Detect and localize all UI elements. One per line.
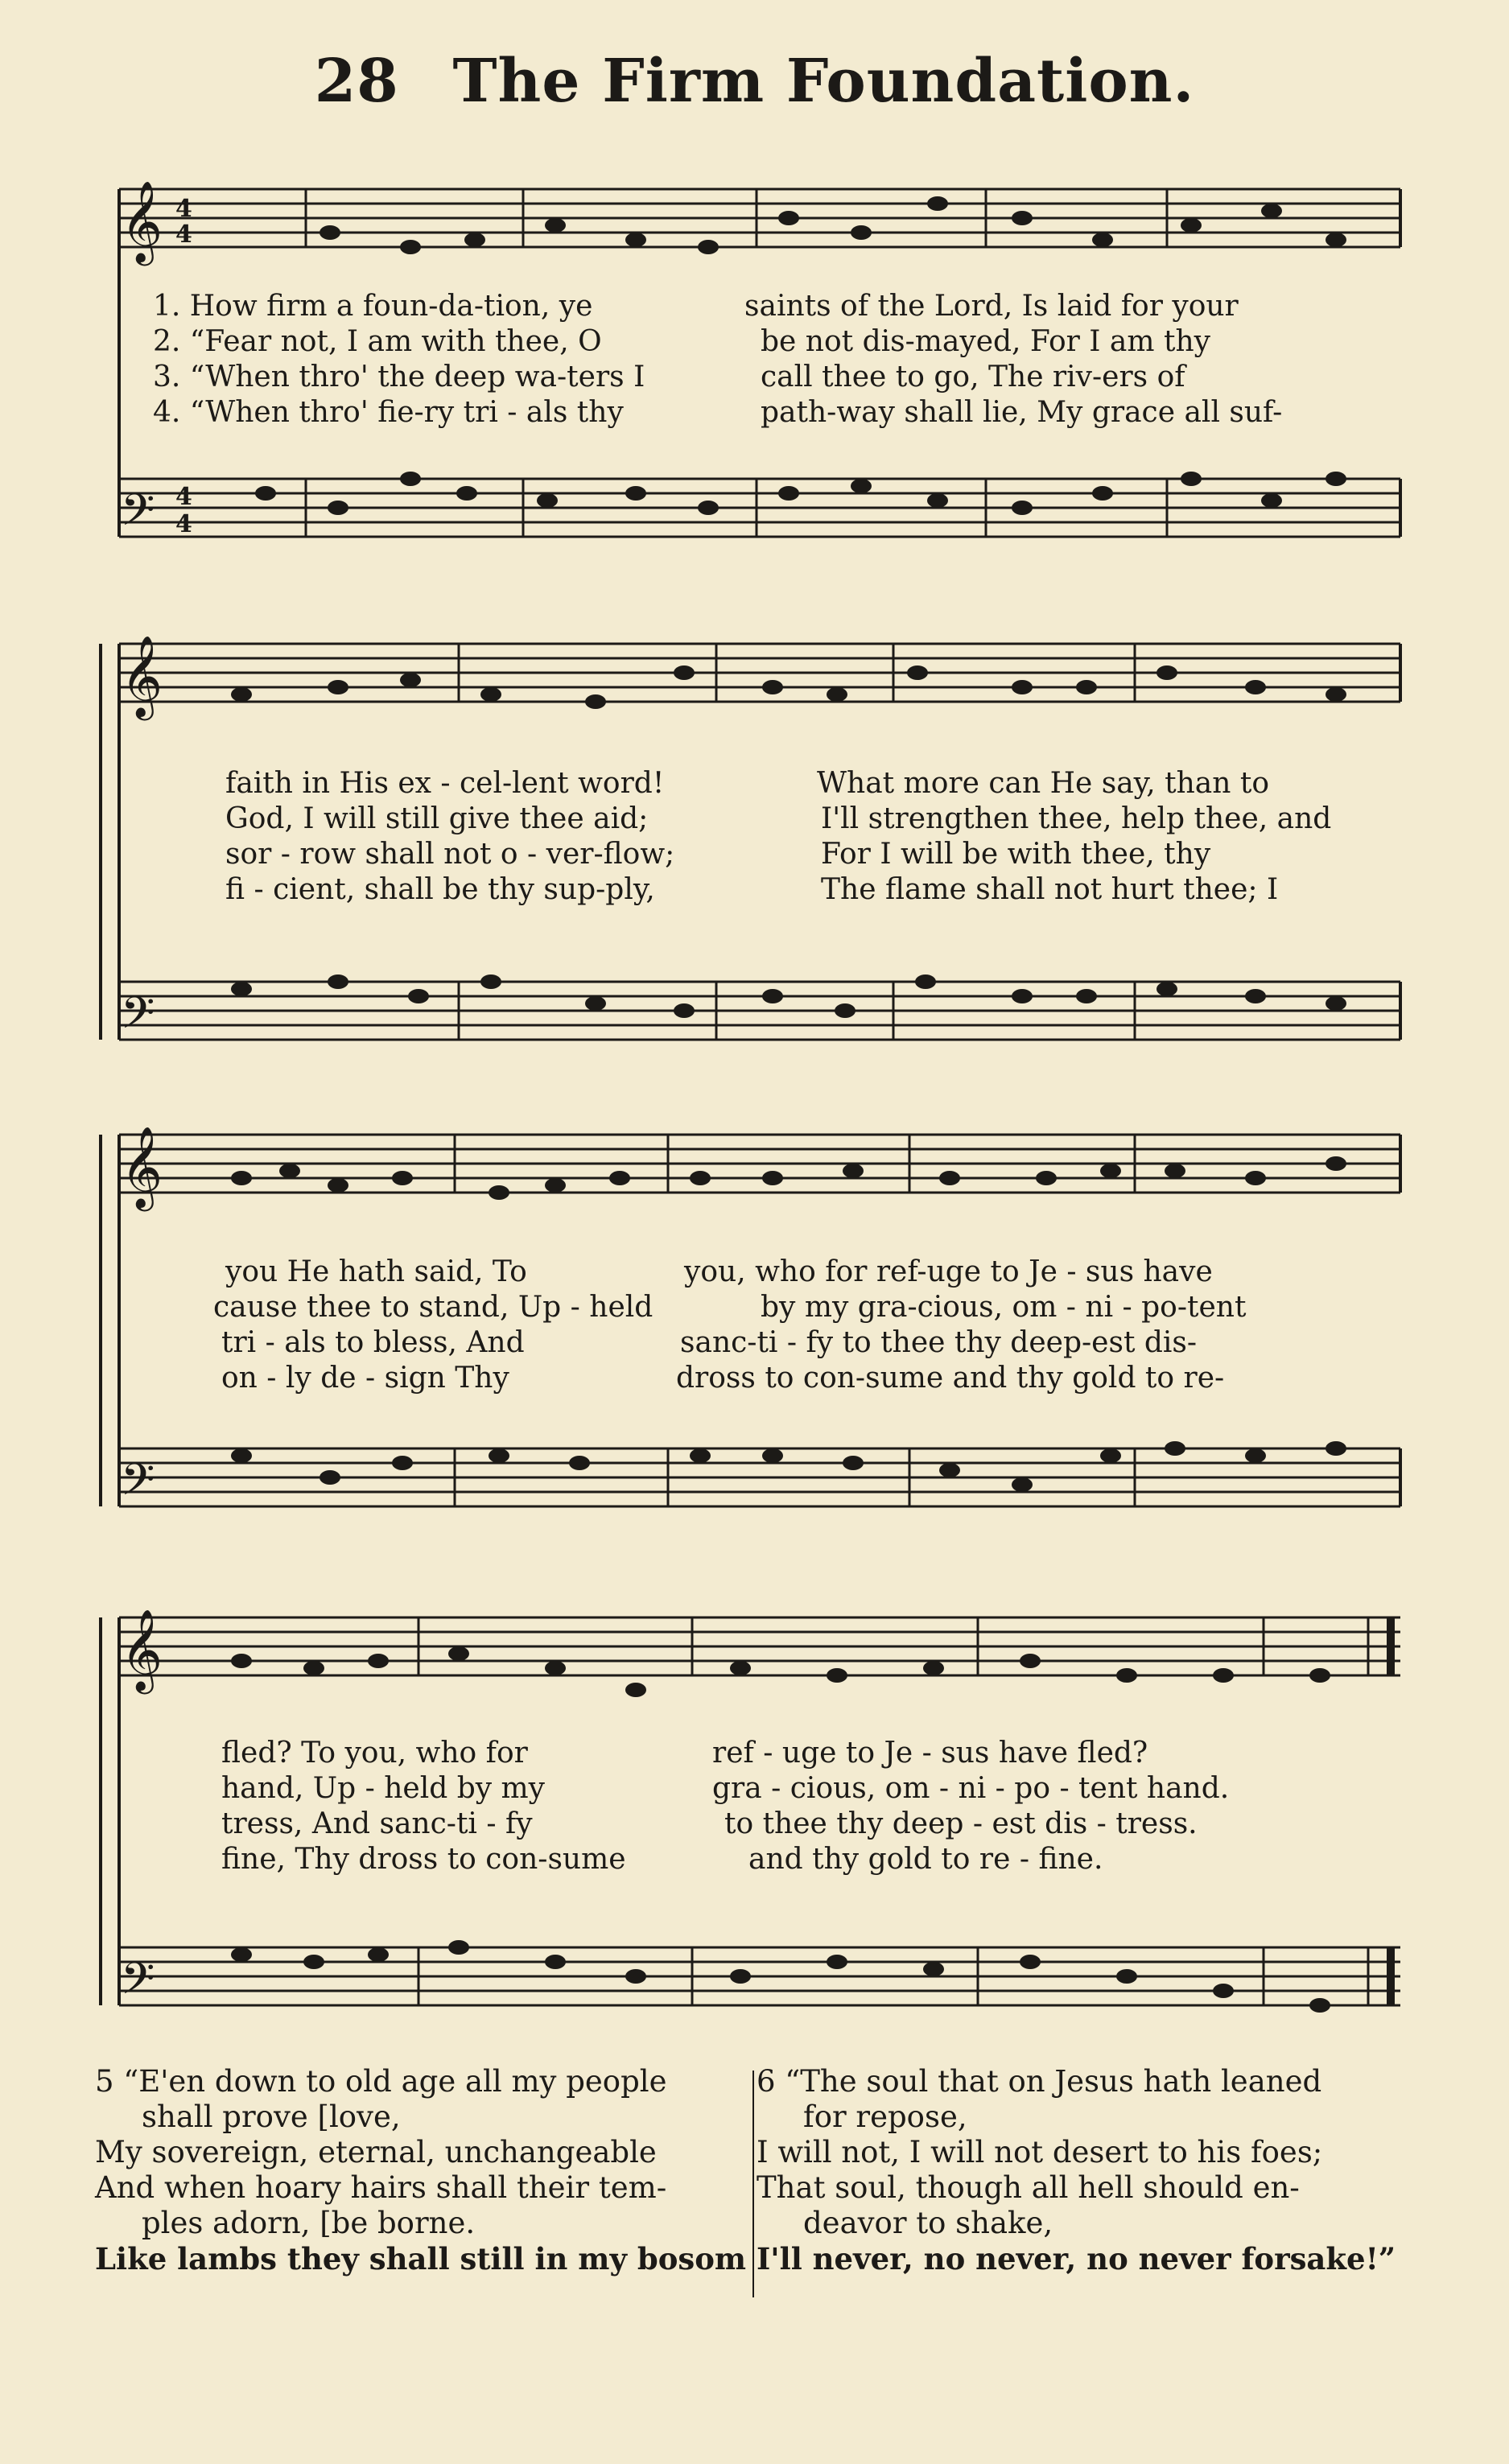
- svg-text:4: 4: [175, 220, 192, 249]
- lyric-text: The flame shall not hurt thee; I: [821, 873, 1279, 906]
- lyric-text: path-way shall lie, My grace all suf-: [761, 396, 1283, 429]
- verse-line: I'll never, no never, no never forsake!”: [757, 2241, 1396, 2277]
- lyric-text: sor - row shall not o - ver-flow;: [225, 838, 675, 871]
- lyric-text: What more can He say, than to: [817, 767, 1269, 800]
- lyric-line: [213, 1291, 1400, 1326]
- verse-line: shall prove [love,: [142, 2099, 401, 2134]
- verse-5: [95, 2064, 747, 2277]
- lyric-line: [153, 396, 1408, 431]
- lyric-text: dross to con-sume and thy gold to re-: [676, 1362, 1225, 1395]
- lyric-line: [221, 1772, 1400, 1807]
- lyric-text: you He hath said, To: [225, 1255, 527, 1288]
- lyric-line: [153, 325, 1408, 361]
- svg-text:𝄢: 𝄢: [121, 1953, 155, 2015]
- lyric-line: [213, 1326, 1400, 1362]
- lyric-line: [213, 1255, 1400, 1291]
- lyric-text: fine, Thy dross to con-sume: [221, 1843, 626, 1876]
- music-system-4: [0, 1593, 1509, 2028]
- svg-text:𝄞: 𝄞: [121, 634, 163, 717]
- lyric-text: call thee to go, The riv-ers of: [761, 361, 1185, 393]
- lyric-text: 2. “Fear not, I am with thee, O: [153, 325, 602, 358]
- lyric-line: [225, 838, 1400, 873]
- lyric-text: faith in His ex - cel-lent word!: [225, 767, 665, 800]
- lyric-text: 4. “When thro' fie-ry tri - als thy: [153, 396, 624, 429]
- lyric-text: God, I will still give thee aid;: [225, 802, 649, 835]
- lyric-text: For I will be with thee, thy: [821, 838, 1211, 871]
- lyric-line: [221, 1807, 1400, 1843]
- svg-text:4: 4: [175, 483, 192, 511]
- lyric-line: [153, 361, 1408, 396]
- svg-text:4: 4: [175, 195, 192, 223]
- lyric-text: ref - uge to Je - sus have fled?: [712, 1737, 1148, 1770]
- lyric-line: [221, 1737, 1400, 1772]
- lyric-text: sanc-ti - fy to thee thy deep-est dis-: [680, 1326, 1198, 1359]
- lyric-text: you, who for ref-uge to Je - sus have: [684, 1255, 1213, 1288]
- lyric-line: [153, 290, 1408, 325]
- lyric-text: saints of the Lord, Is laid for your: [744, 290, 1239, 323]
- column-divider: [752, 2071, 754, 2297]
- verse-line: And when hoary hairs shall their tem-: [95, 2170, 667, 2205]
- lyric-line: [225, 873, 1400, 909]
- lyric-text: hand, Up - held by my: [221, 1772, 545, 1805]
- verse-line: That soul, though all hell should en-: [757, 2170, 1300, 2205]
- verse-line: My sovereign, eternal, unchangeable: [95, 2135, 657, 2169]
- lyric-text: fi - cient, shall be thy sup-ply,: [225, 873, 655, 906]
- lyric-line: [221, 1843, 1400, 1878]
- music-system-1: [0, 149, 1509, 551]
- lyrics-block-2: [225, 767, 1400, 909]
- svg-text:𝄢: 𝄢: [121, 484, 155, 546]
- verse-line: ples adorn, [be borne.: [142, 2206, 476, 2240]
- verse-6: [757, 2064, 1416, 2277]
- svg-text:4: 4: [175, 510, 192, 538]
- lyric-text: to thee thy deep - est dis - tress.: [724, 1807, 1198, 1840]
- hymn-title: The Firm Foundation.: [452, 47, 1195, 116]
- verse-line: 5 “E'en down to old age all my people: [95, 2064, 667, 2099]
- lyric-line: [225, 767, 1400, 802]
- lyric-text: on - ly de - sign Thy: [221, 1362, 509, 1395]
- lyric-text: be not dis-mayed, For I am thy: [761, 325, 1210, 358]
- verse-line: I will not, I will not desert to his foes;: [757, 2135, 1323, 2169]
- svg-text:𝄢: 𝄢: [121, 987, 155, 1049]
- verse-line: deavor to shake,: [803, 2206, 1053, 2240]
- verse-line: Like lambs they shall still in my bosom: [95, 2241, 747, 2277]
- lyric-text: gra - cious, om - ni - po - tent hand.: [712, 1772, 1230, 1805]
- page-number: 28: [314, 47, 399, 116]
- lyric-text: by my gra-cious, om - ni - po-tent: [761, 1291, 1247, 1324]
- svg-text:𝄞: 𝄞: [121, 1125, 163, 1208]
- lyric-text: 1. How firm a foun-da-tion, ye: [153, 290, 593, 323]
- lyric-line: [225, 802, 1400, 838]
- lyrics-block-1: [153, 290, 1408, 431]
- music-system-3: [0, 1110, 1509, 1529]
- lyric-text: cause thee to stand, Up - held: [213, 1291, 653, 1324]
- lyrics-block-4: [221, 1737, 1400, 1878]
- lyric-text: 3. “When thro' the deep wa-ters I: [153, 361, 645, 393]
- verse-line: for repose,: [803, 2099, 967, 2134]
- lyric-text: fled? To you, who for: [221, 1737, 528, 1770]
- lyric-text: and thy gold to re - fine.: [748, 1843, 1103, 1876]
- lyric-line: [213, 1362, 1400, 1397]
- lyric-text: tri - als to bless, And: [221, 1326, 525, 1359]
- page-header: [0, 47, 1509, 116]
- lyric-text: I'll strengthen thee, help thee, and: [821, 802, 1332, 835]
- extra-verses: [0, 2064, 1509, 2305]
- svg-text:𝄞: 𝄞: [121, 1608, 163, 1691]
- svg-text:𝄞: 𝄞: [121, 179, 163, 262]
- svg-text:𝄢: 𝄢: [121, 1454, 155, 1516]
- verse-line: 6 “The soul that on Jesus hath leaned: [757, 2064, 1322, 2099]
- music-system-2: [0, 620, 1509, 1054]
- lyric-text: tress, And sanc-ti - fy: [221, 1807, 533, 1840]
- lyrics-block-3: [213, 1255, 1400, 1397]
